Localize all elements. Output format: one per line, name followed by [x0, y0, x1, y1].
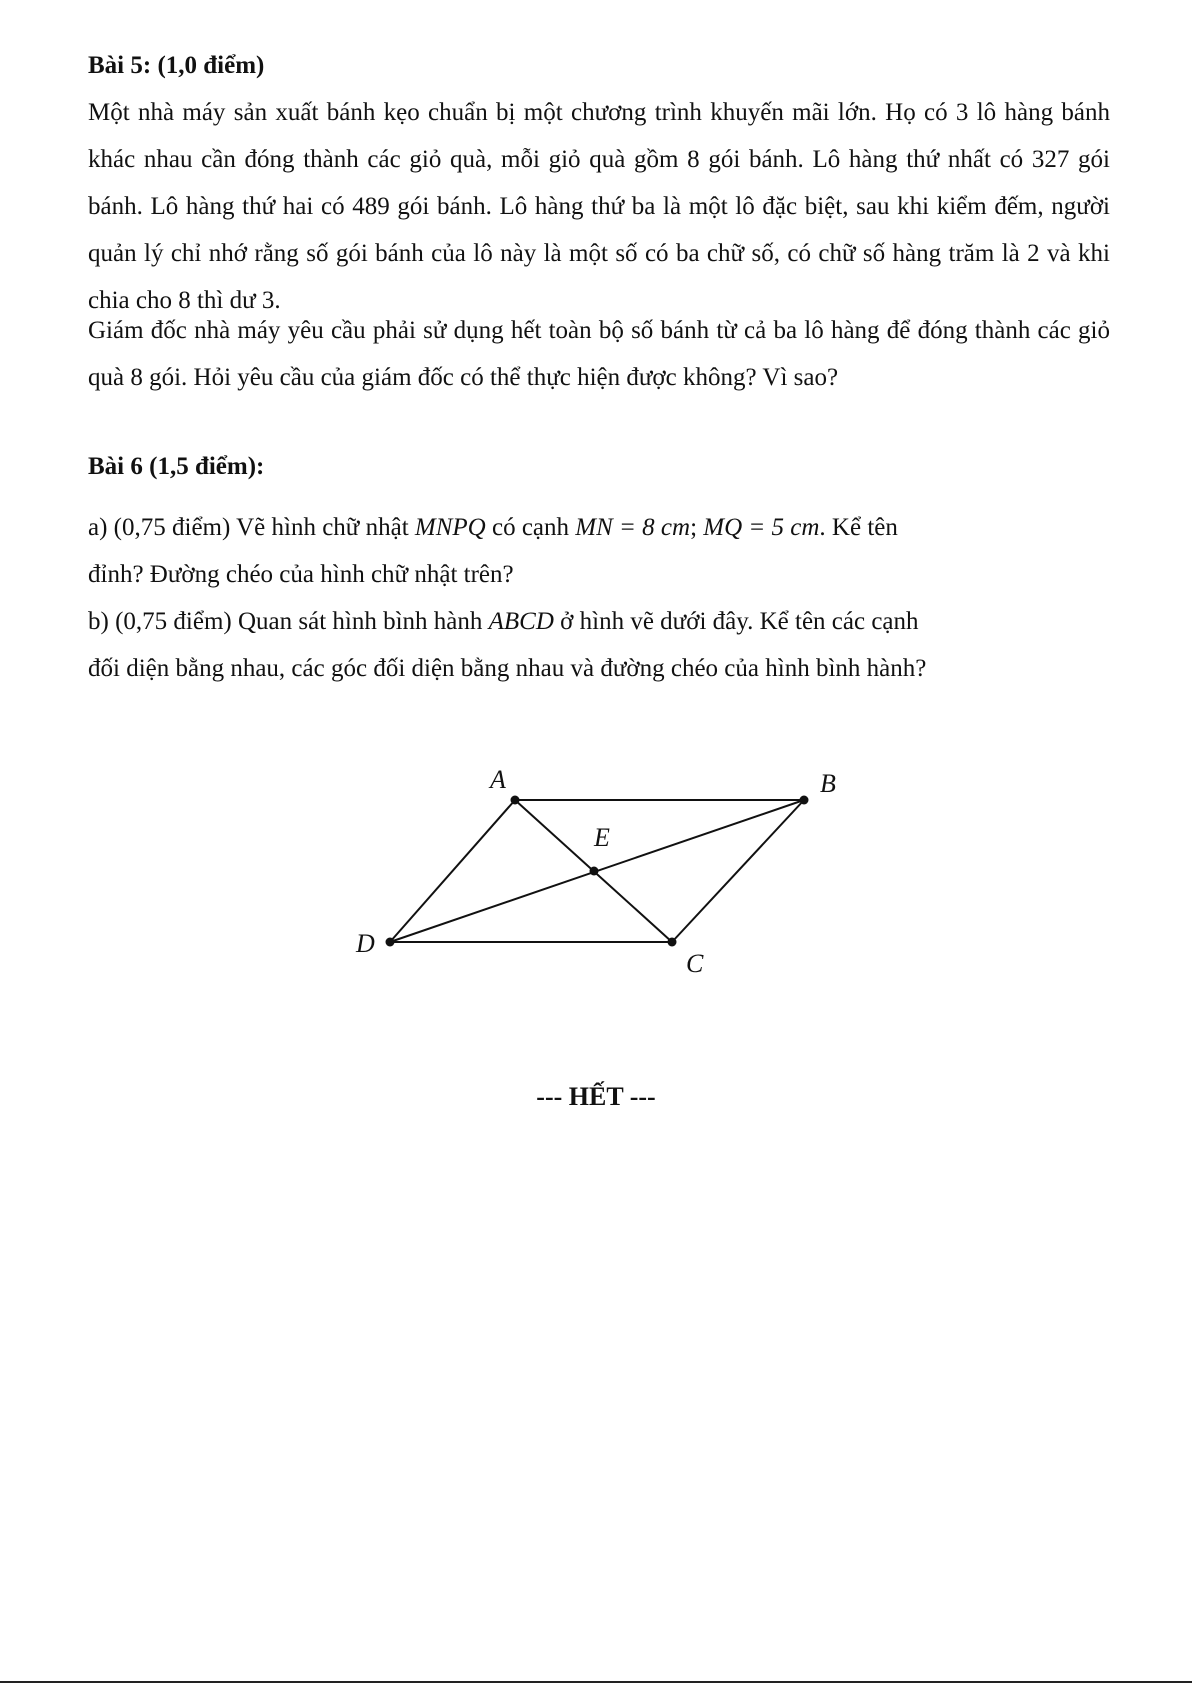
- part-a-mid: có cạnh: [491, 514, 570, 541]
- label-d: D: [356, 929, 375, 958]
- side-mn: MN = 8 cm: [575, 514, 691, 541]
- parallelogram-name: ABCD: [488, 608, 554, 635]
- part-b-prefix: b) (0,75 điểm) Quan sát hình bình hành: [88, 608, 483, 635]
- vertex-c-dot: [668, 938, 677, 947]
- point-e-dot: [590, 867, 599, 876]
- label-a: A: [490, 765, 506, 794]
- vertex-b-dot: [800, 796, 809, 805]
- bottom-divider: [0, 1681, 1192, 1683]
- label-b: B: [820, 769, 836, 798]
- bai6-part-b-line2: đối diện bằng nhau, các góc đối diện bằng nhau và đường chéo của hình bình hành?: [88, 655, 927, 682]
- part-a-prefix: a) (0,75 điểm) Vẽ hình chữ nhật: [88, 514, 409, 541]
- side-mq: MQ = 5 cm: [703, 514, 820, 541]
- part-b-suffix: ở hình vẽ dưới đây. Kể tên các cạnh: [560, 608, 919, 635]
- vertex-d-dot: [386, 938, 395, 947]
- bai6-part-a-line2: đỉnh? Đường chéo của hình chữ nhật trên?: [88, 561, 514, 588]
- vertex-a-dot: [511, 796, 520, 805]
- bai5-title: Bài 5: (1,0 điểm): [88, 52, 265, 79]
- bai6-part-b-line1: [88, 608, 919, 636]
- bai6-part-a-line1: [88, 514, 898, 542]
- part-a-sep: ;: [690, 514, 698, 541]
- part-a-suffix: . Kể tên: [819, 514, 898, 541]
- side-bc: [672, 800, 804, 942]
- label-e: E: [594, 823, 610, 852]
- bai6-title: Bài 6 (1,5 điểm):: [88, 453, 265, 480]
- bai5-paragraph-2: Giám đốc nhà máy yêu cầu phải sử dụng hết toàn bộ số bánh từ cả ba lô hàng để đóng thành các giỏ quà 8 gói. Hỏi yêu cầu của giám đốc có thể thực hiện được không? Vì sao?: [88, 317, 1110, 391]
- end-marker: --- HẾT ---: [536, 1082, 656, 1111]
- bai5-paragraph-1: Một nhà máy sản xuất bánh kẹo chuẩn bị một chương trình khuyến mãi lớn. Họ có 3 lô hàng bánh khác nhau cần đóng thành các giỏ quà, mỗi giỏ quà gồm 8 gói bánh. Lô hàng thứ nhất có 327 gói bánh. Lô hàng thứ hai có 489 gói bánh. Lô hàng thứ ba là một lô đặc biệt, sau khi kiểm đếm, người quản lý chỉ nhớ rằng số gói bánh của lô này là một số có ba chữ số, có chữ số hàng trăm là 2 và khi chia cho 8 thì dư 3.: [88, 99, 1110, 314]
- parallelogram-figure: [330, 760, 890, 1010]
- rect-name: MNPQ: [414, 514, 486, 541]
- label-c: C: [686, 949, 704, 978]
